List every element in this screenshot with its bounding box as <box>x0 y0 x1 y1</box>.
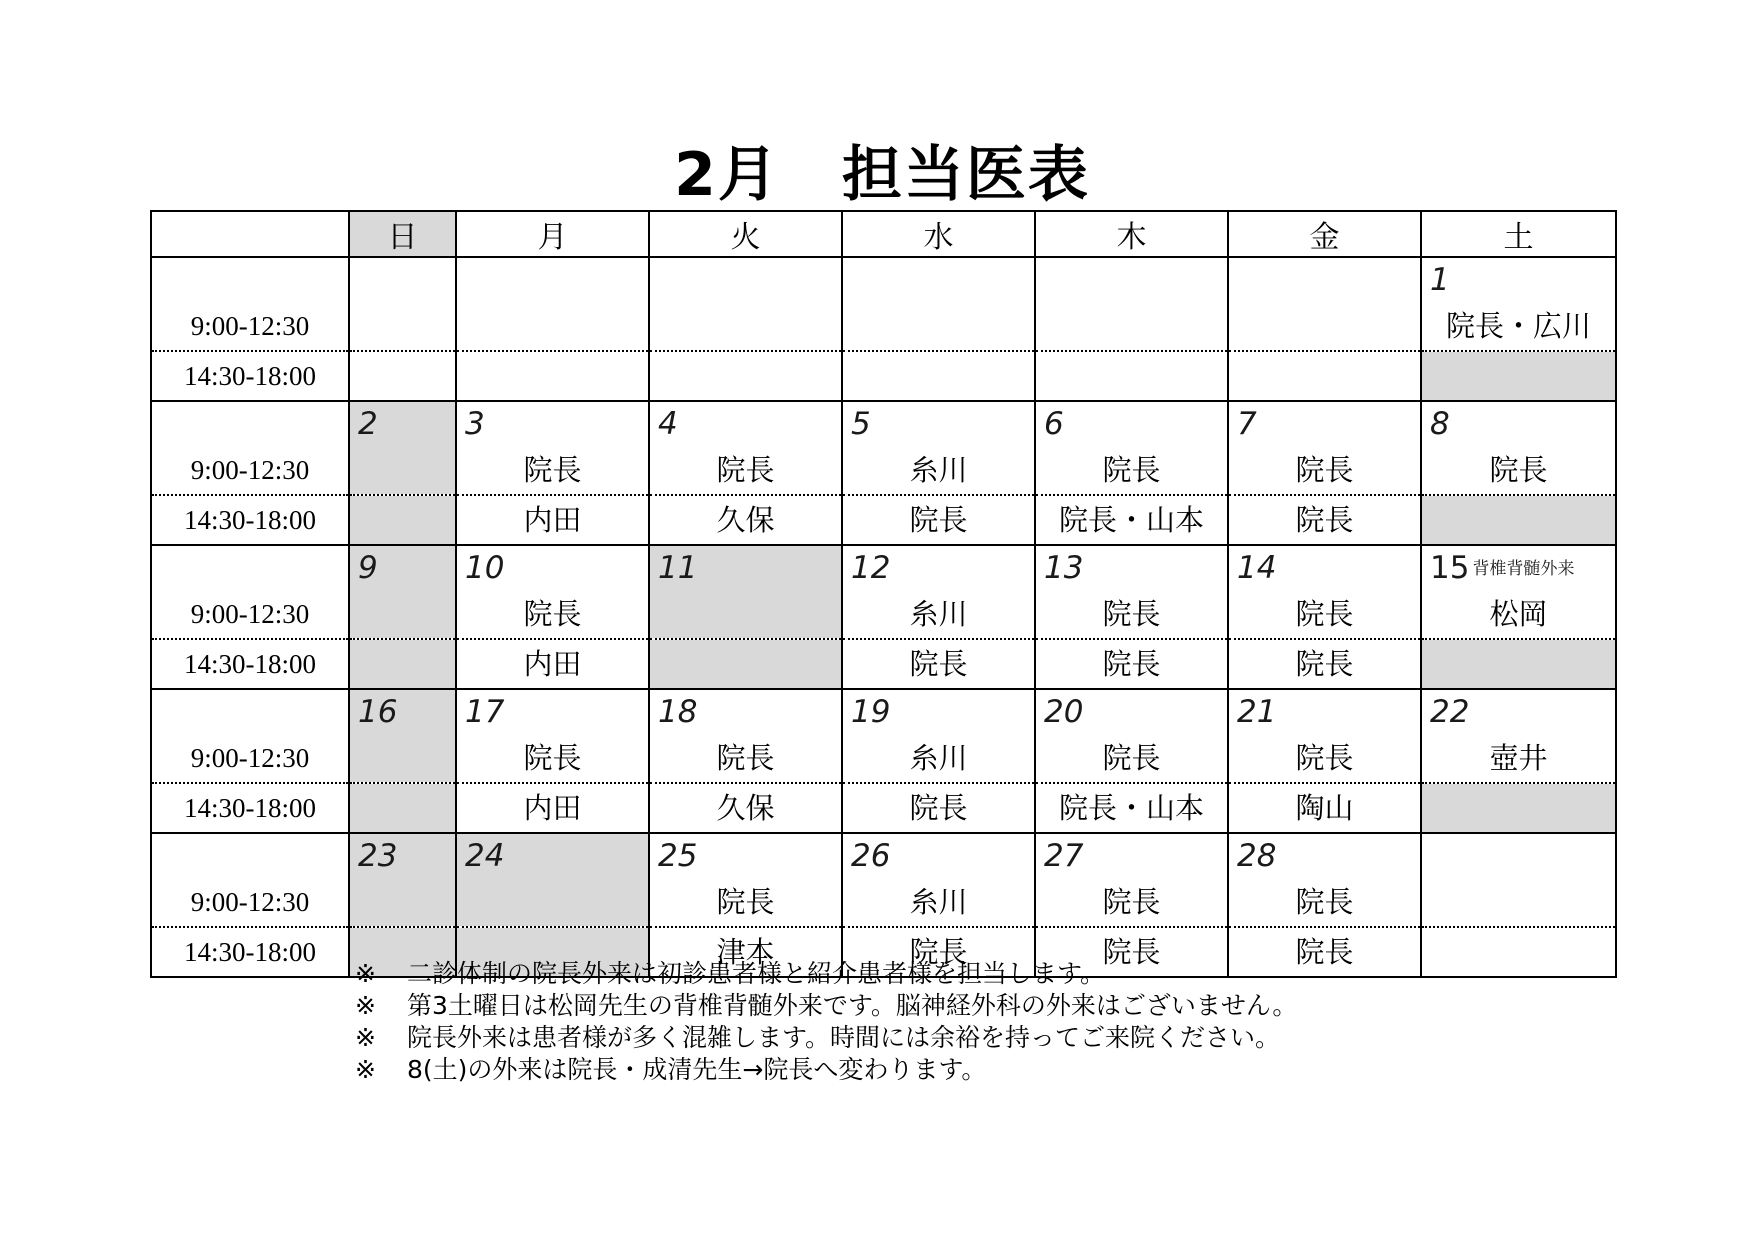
doctor-name: 院長 <box>1295 453 1354 487</box>
doctor-name: 院長 <box>909 935 968 969</box>
doctor-name: 院長 <box>909 791 968 825</box>
day-cell-pm <box>349 351 456 401</box>
day-cell-am <box>649 545 842 639</box>
day-cell-am <box>1228 401 1421 495</box>
doctor-name: 院長 <box>716 885 775 919</box>
day-number <box>1237 696 1276 728</box>
day-cell-pm <box>1421 783 1616 833</box>
week-am-row <box>151 689 1616 783</box>
am-time-label: 9:00-12:30 <box>151 545 349 639</box>
day-number <box>1237 840 1276 872</box>
note-line <box>355 1022 1505 1054</box>
doctor-name: 内田 <box>523 791 582 825</box>
day-cell-am <box>1228 545 1421 639</box>
day-cell-pm <box>1421 639 1616 689</box>
doctor-name: 院長 <box>909 647 968 681</box>
day-cell-am <box>456 257 649 351</box>
doctor-name: 津本 <box>716 935 775 969</box>
day-cell-pm <box>349 639 456 689</box>
day-cell-pm <box>649 783 842 833</box>
doctor-name: 内田 <box>523 503 582 537</box>
doctor-name: 院長 <box>1295 935 1354 969</box>
day-cell-pm <box>456 495 649 545</box>
doctor-name: 院長 <box>523 453 582 487</box>
day-cell-am <box>1421 689 1616 783</box>
day-cell-am <box>1228 257 1421 351</box>
day-cell-am <box>1035 833 1228 927</box>
doctor-name: 院長 <box>1295 741 1354 775</box>
pm-time-label: 14:30-18:00 <box>151 495 349 545</box>
doctor-name: 糸川 <box>909 453 968 487</box>
day-number-value: 6 <box>1044 406 1064 442</box>
day-cell-pm <box>1421 495 1616 545</box>
doctor-name: 壺井 <box>1489 741 1548 775</box>
day-number-value: 4 <box>658 406 678 442</box>
day-cell-am <box>1228 689 1421 783</box>
day-cell-pm <box>842 351 1035 401</box>
note-text: 8(土)の外来は院長・成清先生→院長へ変わります。 <box>407 1055 987 1084</box>
day-number <box>358 552 378 584</box>
doctor-name: 松岡 <box>1489 597 1548 631</box>
day-number-value: 22 <box>1430 694 1470 730</box>
day-number <box>658 840 697 872</box>
day-number-value: 1 <box>1430 262 1450 298</box>
day-number-value: 13 <box>1044 550 1084 586</box>
day-number-value: 12 <box>851 550 891 586</box>
day-number <box>465 408 485 440</box>
weekday-tuesday: 火 <box>649 211 842 257</box>
doctor-name: 院長・山本 <box>1058 503 1204 537</box>
week-am-row <box>151 401 1616 495</box>
day-cell-pm <box>456 783 649 833</box>
doctor-name: 院長 <box>1102 597 1161 631</box>
notes-section <box>355 958 1505 1086</box>
day-cell-am <box>649 689 842 783</box>
doctor-name: 糸川 <box>909 885 968 919</box>
doctor-name: 院長 <box>1295 885 1354 919</box>
page-title: 2月 担当医表 <box>674 140 1090 210</box>
pm-time-label: 14:30-18:00 <box>151 927 349 977</box>
day-cell-am <box>456 689 649 783</box>
week-pm-row <box>151 351 1616 401</box>
day-cell-am <box>349 833 456 927</box>
day-cell-pm <box>1421 351 1616 401</box>
doctor-name: 糸川 <box>909 741 968 775</box>
day-cell-am <box>1421 257 1616 351</box>
day-number-value: 26 <box>851 838 891 874</box>
day-cell-am <box>1035 545 1228 639</box>
day-cell-am <box>842 401 1035 495</box>
day-cell-am <box>842 689 1035 783</box>
day-number-value: 5 <box>851 406 871 442</box>
day-cell-am <box>1421 545 1616 639</box>
doctor-name: 院長 <box>1102 935 1161 969</box>
doctor-name: 院長 <box>1102 741 1161 775</box>
day-note: 背椎背髄外来 <box>1472 559 1575 579</box>
pm-time-label: 14:30-18:00 <box>151 351 349 401</box>
doctor-name: 院長 <box>716 453 775 487</box>
pm-time-label: 14:30-18:00 <box>151 639 349 689</box>
day-cell-am <box>349 545 456 639</box>
weekday-friday: 金 <box>1228 211 1421 257</box>
day-cell-am <box>649 401 842 495</box>
day-cell-am <box>1035 257 1228 351</box>
am-time-label: 9:00-12:30 <box>151 401 349 495</box>
doctor-name: 院長 <box>909 503 968 537</box>
header-corner <box>151 211 349 257</box>
day-number <box>358 408 378 440</box>
note-mark: ※ <box>355 959 376 988</box>
day-number-value: 17 <box>465 694 505 730</box>
day-cell-pm <box>456 351 649 401</box>
day-number <box>465 552 504 584</box>
day-cell-pm <box>649 639 842 689</box>
day-number <box>465 840 504 872</box>
doctor-name: 糸川 <box>909 597 968 631</box>
day-cell-am <box>842 257 1035 351</box>
doctor-name: 久保 <box>716 503 775 537</box>
day-cell-am <box>1421 401 1616 495</box>
day-number <box>358 696 397 728</box>
doctor-name: 陶山 <box>1295 791 1354 825</box>
week-am-row <box>151 257 1616 351</box>
day-number <box>658 696 697 728</box>
doctor-name: 院長 <box>523 741 582 775</box>
day-cell-pm <box>456 639 649 689</box>
day-cell-am <box>349 257 456 351</box>
doctor-schedule-table <box>150 210 1617 978</box>
doctor-name: 久保 <box>716 791 775 825</box>
day-cell-am <box>649 833 842 927</box>
note-mark: ※ <box>355 1023 376 1052</box>
week-am-row <box>151 545 1616 639</box>
day-cell-pm <box>649 495 842 545</box>
day-number-value: 2 <box>358 406 378 442</box>
day-number <box>1430 264 1450 296</box>
day-cell-pm <box>842 639 1035 689</box>
day-cell-pm <box>349 495 456 545</box>
doctor-name: 内田 <box>523 647 582 681</box>
day-number <box>1044 408 1064 440</box>
day-cell-am <box>456 833 649 927</box>
day-cell-am <box>349 401 456 495</box>
day-cell-am <box>1035 689 1228 783</box>
note-text: 第3土曜日は松岡先生の背椎背髄外来です。脳神経外科の外来はございません。 <box>407 991 1298 1020</box>
week-pm-row <box>151 495 1616 545</box>
day-number-value: 14 <box>1237 550 1277 586</box>
pm-time-label: 14:30-18:00 <box>151 783 349 833</box>
day-number <box>1430 696 1469 728</box>
day-cell-am <box>842 833 1035 927</box>
am-time-label: 9:00-12:30 <box>151 833 349 927</box>
doctor-name: 院長 <box>523 597 582 631</box>
day-cell-am <box>1228 833 1421 927</box>
day-cell-pm <box>1228 783 1421 833</box>
day-number-value: 16 <box>358 694 398 730</box>
day-cell-pm <box>1035 639 1228 689</box>
day-number <box>1430 408 1450 440</box>
day-number-value: 3 <box>465 406 485 442</box>
day-cell-pm <box>1228 495 1421 545</box>
day-number-value: 20 <box>1044 694 1084 730</box>
day-number-value: 28 <box>1237 838 1277 874</box>
note-line <box>355 958 1505 990</box>
doctor-name: 院長 <box>1102 885 1161 919</box>
day-cell-am <box>1035 401 1228 495</box>
day-number <box>851 840 890 872</box>
day-cell-am <box>649 257 842 351</box>
day-number <box>851 696 890 728</box>
note-text: 院長外来は患者様が多く混雑します。時間には余裕を持ってご来院ください。 <box>407 1023 1281 1052</box>
day-number-value: 15 <box>1430 550 1470 586</box>
note-line <box>355 1054 1505 1086</box>
day-number <box>465 696 504 728</box>
weekday-sunday: 日 <box>349 211 456 257</box>
doctor-name: 院長 <box>1489 453 1548 487</box>
day-number-value: 25 <box>658 838 698 874</box>
day-number <box>1237 408 1257 440</box>
doctor-name: 院長 <box>1295 647 1354 681</box>
day-cell-am <box>456 545 649 639</box>
day-number-value: 11 <box>658 550 698 586</box>
day-number-value: 27 <box>1044 838 1084 874</box>
day-number <box>1237 552 1276 584</box>
doctor-name: 院長・広川 <box>1445 309 1591 343</box>
doctor-name: 院長 <box>1295 597 1354 631</box>
week-am-row <box>151 833 1616 927</box>
day-cell-am <box>842 545 1035 639</box>
day-cell-pm <box>1035 351 1228 401</box>
note-mark: ※ <box>355 991 376 1020</box>
day-number-value: 18 <box>658 694 698 730</box>
day-number <box>1430 552 1574 585</box>
day-number-value: 8 <box>1430 406 1450 442</box>
day-number-value: 23 <box>358 838 398 874</box>
day-number-value: 19 <box>851 694 891 730</box>
weekday-thursday: 木 <box>1035 211 1228 257</box>
day-number <box>1044 840 1083 872</box>
schedule-body <box>151 211 1616 977</box>
day-cell-pm <box>1228 351 1421 401</box>
day-number-value: 10 <box>465 550 505 586</box>
day-cell-pm <box>842 495 1035 545</box>
day-cell-am <box>349 689 456 783</box>
day-number <box>358 840 397 872</box>
day-cell-pm <box>842 783 1035 833</box>
doctor-name: 院長 <box>1102 647 1161 681</box>
am-time-label: 9:00-12:30 <box>151 257 349 351</box>
day-cell-am <box>456 401 649 495</box>
doctor-name: 院長 <box>1295 503 1354 537</box>
day-cell-pm <box>349 783 456 833</box>
day-cell-pm <box>1228 639 1421 689</box>
day-number <box>1044 696 1083 728</box>
day-number-value: 21 <box>1237 694 1277 730</box>
day-number-value: 9 <box>358 550 378 586</box>
day-cell-pm <box>649 351 842 401</box>
doctor-name: 院長 <box>716 741 775 775</box>
day-number <box>658 552 697 584</box>
week-pm-row <box>151 783 1616 833</box>
note-text: 二診体制の院長外来は初診患者様と紹介患者様を担当します。 <box>407 959 1106 988</box>
day-number <box>851 552 890 584</box>
doctor-name: 院長 <box>1102 453 1161 487</box>
day-number <box>658 408 678 440</box>
day-cell-am <box>1421 833 1616 927</box>
am-time-label: 9:00-12:30 <box>151 689 349 783</box>
note-mark: ※ <box>355 1055 376 1084</box>
day-number <box>851 408 871 440</box>
weekday-saturday: 土 <box>1421 211 1616 257</box>
weekday-header-row <box>151 211 1616 257</box>
day-cell-pm <box>1035 495 1228 545</box>
day-cell-pm <box>1035 783 1228 833</box>
note-line <box>355 990 1505 1022</box>
weekday-wednesday: 水 <box>842 211 1035 257</box>
week-pm-row <box>151 639 1616 689</box>
day-number <box>1044 552 1083 584</box>
doctor-name: 院長・山本 <box>1058 791 1204 825</box>
day-number-value: 7 <box>1237 406 1257 442</box>
day-number-value: 24 <box>465 838 505 874</box>
weekday-monday: 月 <box>456 211 649 257</box>
